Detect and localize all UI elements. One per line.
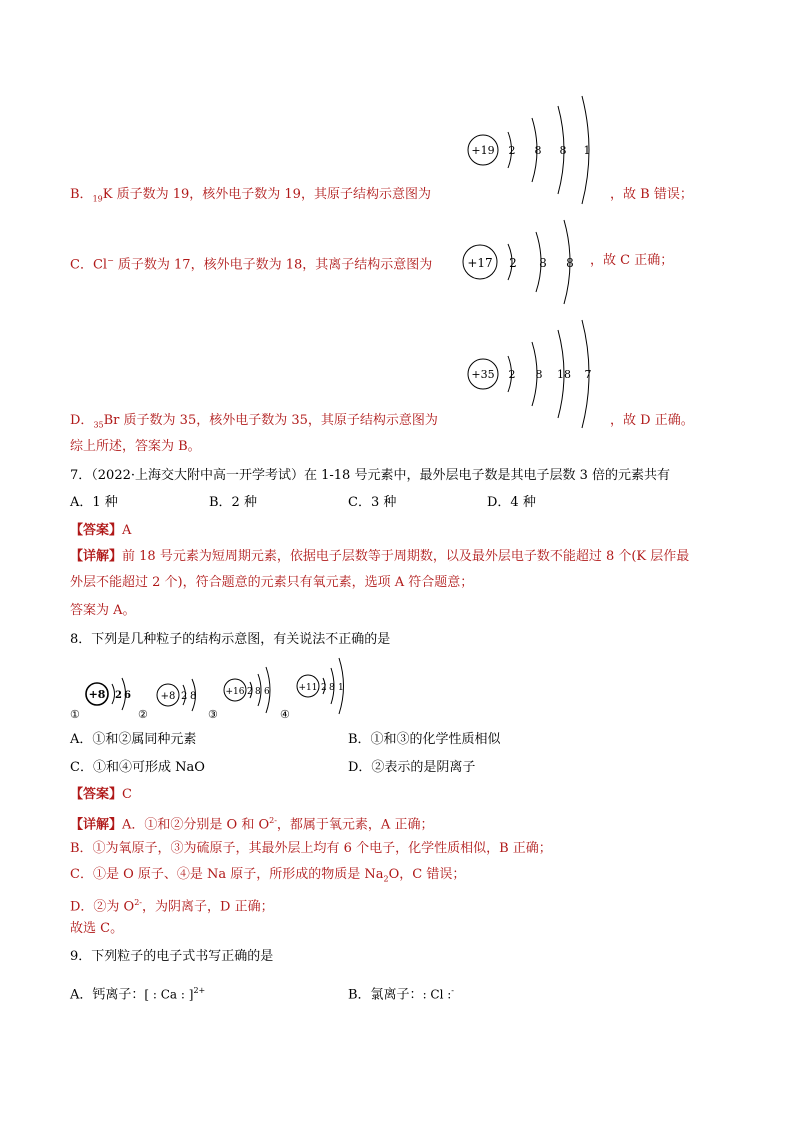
- particle-3: [208, 667, 270, 721]
- q9-option-b: B．氯离子：: Cl :-: [348, 986, 454, 1003]
- svg-text:1: 1: [583, 144, 591, 157]
- q7-answer: 【答案】A: [70, 523, 132, 538]
- k-atom-diagram: [462, 92, 602, 208]
- q8-stem: 8．下列是几种粒子的结构示意图，有关说法不正确的是: [70, 632, 391, 647]
- svg-text:+11: +11: [298, 683, 318, 693]
- svg-text:8: 8: [539, 256, 547, 270]
- option-d-tail: ，故 D 正确。: [610, 413, 694, 428]
- svg-text:2: 2: [508, 368, 516, 381]
- q8-option-a: A．①和②属同种元素: [70, 732, 197, 747]
- svg-text:②: ②: [138, 708, 148, 721]
- svg-text:2: 2: [115, 690, 122, 701]
- q8-detail-1: 【详解】A．①和②分别是 O 和 $O^{2-}$，都属于氧元素，A 正确；: [70, 816, 434, 833]
- br-atom-diagram: [462, 318, 602, 434]
- q9-option-a: A．钙离子：[ : Ca : ]$^{2+}$: [70, 986, 206, 1003]
- svg-text:6: 6: [264, 687, 270, 697]
- option-b-tail: ，故 B 错误；: [610, 187, 693, 202]
- svg-text:18: 18: [557, 368, 571, 381]
- svg-text:8: 8: [535, 368, 543, 381]
- cl-ion-diagram: [458, 216, 588, 308]
- particle-2: [138, 679, 196, 721]
- svg-text:2: 2: [247, 687, 253, 697]
- q8-detail-2: B．①为氧原子，③为硫原子，其最外层上均有 6 个电子，化学性质相似，B 正确；: [70, 841, 552, 856]
- svg-text:7: 7: [584, 368, 592, 381]
- svg-text:+8: +8: [160, 691, 176, 702]
- svg-text:8: 8: [329, 683, 335, 693]
- nucleus-label: +17: [467, 256, 493, 270]
- q8-option-b: B．①和③的化学性质相似: [348, 732, 501, 747]
- svg-text:2: 2: [508, 144, 516, 157]
- svg-text:④: ④: [280, 708, 290, 721]
- q8-detail-3: C．①是 O 原子、④是 Na 原子，所形成的物质是 $Na_2O$，C 错误；: [70, 867, 466, 884]
- q7-option-c: C．3 种: [348, 495, 397, 510]
- nucleus-label: +35: [471, 368, 495, 381]
- q8-detail-5: 故选 C。: [70, 921, 124, 936]
- option-d-line: D．$_{35}$Br 质子数为 35，核外电子数为 35，其原子结构示意图为: [70, 413, 438, 430]
- q7-detail-3: 答案为 A。: [70, 603, 136, 618]
- svg-text:6: 6: [124, 690, 131, 701]
- svg-text:8: 8: [255, 687, 261, 697]
- q7-detail-2: 外层不能超过 2 个)，符合题意的元素只有氧元素，选项 A 符合题意；: [70, 575, 474, 590]
- q7-stem: 7．（2022·上海交大附中高一开学考试）在 1-18 号元素中，最外层电子数是其电子层数 3 倍的元素共有: [70, 468, 670, 483]
- nucleus-label: +19: [471, 144, 495, 157]
- svg-text:①: ①: [70, 708, 80, 721]
- svg-text:2: 2: [509, 256, 517, 270]
- particle-1: [70, 678, 131, 721]
- q8-answer: 【答案】C: [70, 787, 132, 802]
- q7-detail-1: 【详解】前 18 号元素为短周期元素，依据电子层数等于周期数，以及最外层电子数不能超过 8 个(K 层作最: [70, 549, 690, 564]
- svg-text:2: 2: [181, 691, 188, 702]
- svg-text:2: 2: [321, 683, 327, 693]
- q7-option-b: B．2 种: [209, 495, 257, 510]
- q8-detail-4: D．②为 $O^{2-}$，为阴离子，D 正确；: [70, 898, 274, 915]
- svg-text:+8: +8: [88, 688, 106, 701]
- option-c-line: C．Cl− 质子数为 17，核外电子数为 18，其离子结构示意图为: [70, 256, 433, 273]
- particle-4: [280, 658, 344, 721]
- q7-option-a: A．1 种: [70, 495, 118, 510]
- option-b-line: B．$_{19}$K 质子数为 19，核外电子数为 19，其原子结构示意图为: [70, 187, 431, 204]
- svg-text:③: ③: [208, 708, 218, 721]
- option-c-tail: ，故 C 正确；: [590, 253, 674, 268]
- q9-stem: 9．下列粒子的电子式书写正确的是: [70, 949, 274, 964]
- q8-particle-diagrams: [68, 654, 368, 722]
- svg-text:8: 8: [559, 144, 567, 157]
- svg-text:1: 1: [338, 683, 344, 693]
- svg-text:+16: +16: [225, 687, 245, 697]
- q7-option-d: D．4 种: [487, 495, 536, 510]
- q8-option-d: D．②表示的是阴离子: [348, 760, 476, 775]
- svg-text:8: 8: [566, 256, 574, 270]
- svg-text:8: 8: [534, 144, 542, 157]
- q8-option-c: C．①和④可形成 NaO: [70, 760, 205, 775]
- svg-text:8: 8: [190, 691, 197, 702]
- summary: 综上所述，答案为 B。: [70, 439, 201, 454]
